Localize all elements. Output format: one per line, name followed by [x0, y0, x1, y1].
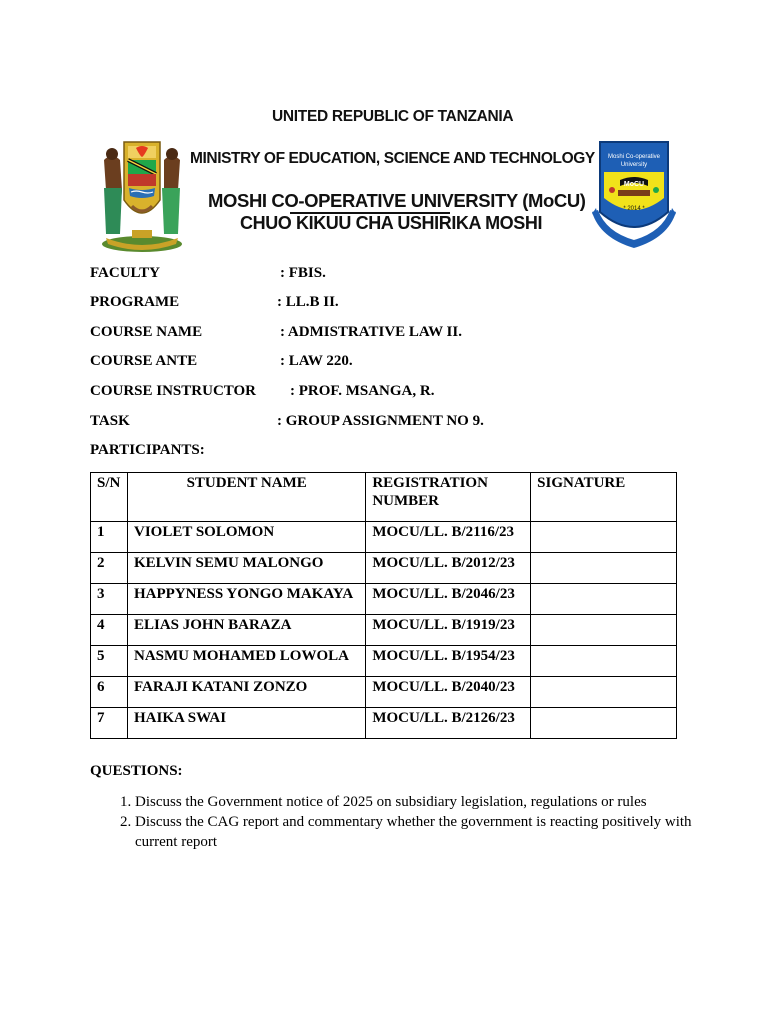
svg-text:MoCU: MoCU: [623, 181, 645, 188]
question-item: 1. Discuss the Government notice of 2025 on subsidiary legislation, regulations or rules: [135, 792, 725, 812]
table-row: [91, 646, 677, 677]
cell-signature: [531, 708, 677, 739]
cell-name: ELIAS JOHN BARAZA: [127, 615, 365, 646]
svg-text:* 2014 *: * 2014 *: [623, 206, 645, 212]
header-university: MOSHI CO-OPERATIVE UNIVERSITY (MoCU): [208, 190, 586, 211]
svg-text:Moshi Co-operative: Moshi Co-operative: [607, 154, 661, 160]
detail-value: : LL.B II.: [277, 294, 339, 310]
detail-value: : ADMISTRATIVE LAW II.: [280, 324, 462, 340]
cell-sn: 2: [91, 553, 128, 584]
table-row: [91, 615, 677, 646]
cell-sn: 5: [91, 646, 128, 677]
questions-list: [90, 792, 725, 852]
cell-signature: [531, 646, 677, 677]
cell-sn: 4: [91, 615, 128, 646]
cell-reg: MOCU/LL. B/2012/23: [366, 553, 531, 584]
header-country: UNITED REPUBLIC OF TANZANIA: [272, 108, 514, 125]
participants-heading: PARTICIPANTS:: [90, 442, 205, 458]
cell-signature: [531, 677, 677, 708]
svg-text:University: University: [620, 162, 648, 168]
detail-value: : GROUP ASSIGNMENT NO 9.: [277, 413, 484, 429]
detail-label: TASK: [90, 413, 130, 429]
questions-heading: QUESTIONS:: [90, 763, 183, 779]
cell-reg: MOCU/LL. B/1919/23: [366, 615, 531, 646]
header-registration-number: REGISTRATION NUMBER: [366, 473, 531, 522]
question-item: 2. Discuss the CAG report and commentary whether the government is reacting positively with current report: [135, 812, 725, 852]
cell-signature: [531, 522, 677, 553]
header-student-name: STUDENT NAME: [127, 473, 365, 522]
header-university-swahili: CHUO KIKUU CHA USHIRIKA MOSHI: [240, 213, 543, 233]
mocu-emblem-logo: [590, 138, 678, 254]
detail-label: COURSE NAME: [90, 324, 203, 340]
cell-name: VIOLET SOLOMON: [127, 522, 365, 553]
cell-name: KELVIN SEMU MALONGO: [127, 553, 365, 584]
cell-reg: MOCU/LL. B/2126/23: [366, 708, 531, 739]
table-header-row: [91, 473, 677, 522]
table-row: [91, 553, 677, 584]
table-row: [91, 522, 677, 553]
cell-reg: MOCU/LL. B/2046/23: [366, 584, 531, 615]
cell-signature: [531, 584, 677, 615]
cell-signature: [531, 553, 677, 584]
participants-table: [90, 472, 677, 739]
cell-name: NASMU MOHAMED LOWOLA: [127, 646, 365, 677]
cell-sn: 6: [91, 677, 128, 708]
cell-name: HAPPYNESS YONGO MAKAYA: [127, 584, 365, 615]
detail-label: COURSE ANTE: [90, 353, 198, 369]
cell-sn: 7: [91, 708, 128, 739]
cell-reg: MOCU/LL. B/1954/23: [366, 646, 531, 677]
cell-name: HAIKA SWAI: [127, 708, 365, 739]
coat-of-arms-logo: [98, 130, 186, 254]
table-row: [91, 708, 677, 739]
cell-name: FARAJI KATANI ZONZO: [127, 677, 365, 708]
cell-reg: MOCU/LL. B/2116/23: [366, 522, 531, 553]
header-ministry: MINISTRY OF EDUCATION, SCIENCE AND TECHNOLOGY: [190, 150, 595, 167]
header-sn: S/N: [91, 473, 128, 522]
detail-label: FACULTY: [90, 265, 161, 281]
cell-sn: 3: [91, 584, 128, 615]
header-signature: SIGNATURE: [531, 473, 677, 522]
detail-label: COURSE INSTRUCTOR: [90, 383, 257, 399]
cell-reg: MOCU/LL. B/2040/23: [366, 677, 531, 708]
detail-value: : LAW 220.: [280, 353, 353, 369]
cell-signature: [531, 615, 677, 646]
detail-value: : FBIS.: [280, 265, 326, 281]
table-row: [91, 677, 677, 708]
detail-label: PROGRAME: [90, 294, 180, 310]
detail-value: : PROF. MSANGA, R.: [290, 383, 435, 399]
cell-sn: 1: [91, 522, 128, 553]
table-row: [91, 584, 677, 615]
